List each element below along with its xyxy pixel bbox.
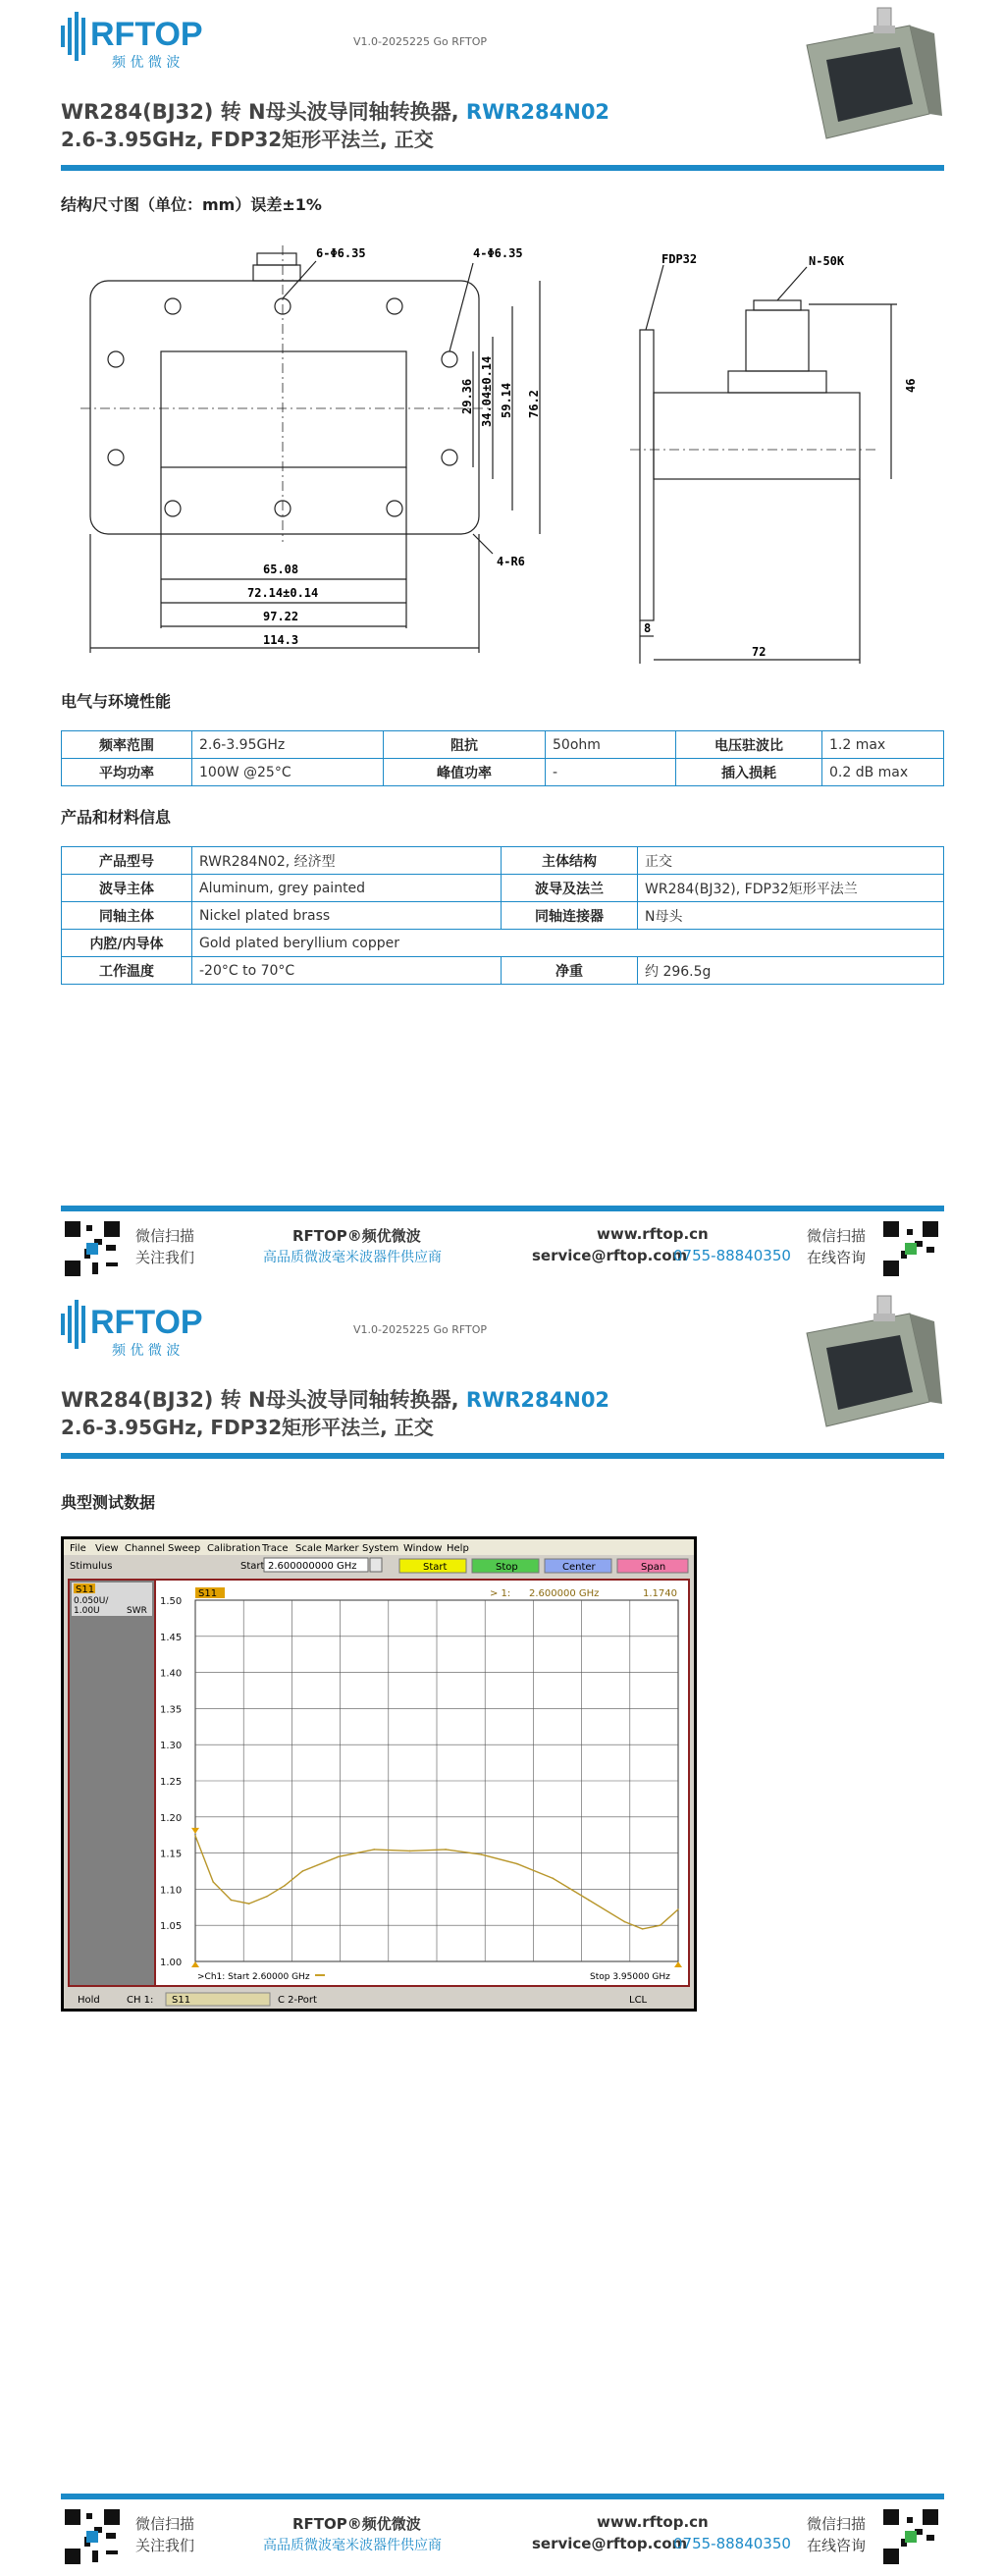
scale-text1: 0.050U/ <box>74 1596 109 1606</box>
data-point <box>516 1863 518 1865</box>
table-cell: 峰值功率 <box>384 759 546 786</box>
table-cell: 1.2 max <box>822 731 944 759</box>
electrical-section-title: 电气与环境性能 <box>61 692 172 711</box>
vna-menu[interactable] <box>70 1543 469 1554</box>
menu-item-channel[interactable]: Channel <box>125 1543 166 1554</box>
y-tick-label: 1.15 <box>160 1849 183 1860</box>
data-point <box>588 1900 590 1902</box>
footer-wechat-scan-right: 微信扫描 <box>807 1227 867 1245</box>
table-cell: - <box>546 759 676 786</box>
dim-inner-h1: 29.36 <box>460 378 474 414</box>
dim-outer-w: 114.3 <box>263 633 299 647</box>
y-tick-label: 1.40 <box>160 1668 183 1680</box>
label-flange: FDP32 <box>661 252 698 266</box>
footer-slogan: 高品质微波毫米波器件供应商 <box>263 1250 442 1265</box>
table-cell: RWR284N02, 经济型 <box>192 847 502 875</box>
data-point <box>266 1896 268 1898</box>
wechat-qr-code <box>63 1219 122 1278</box>
y-tick-label: 1.05 <box>160 1921 183 1933</box>
dim-length: 72 <box>752 645 767 659</box>
dim-holes-top: 6-Φ6.35 <box>316 246 366 260</box>
data-point <box>409 1851 411 1852</box>
menu-item-view[interactable]: View <box>95 1543 119 1554</box>
table-cell: 内腔/内导体 <box>62 930 192 957</box>
footer-follow-us: 关注我们 <box>135 2537 195 2554</box>
dim-height: 46 <box>904 378 918 393</box>
product-title-line2: 2.6-3.95GHz, FDP32矩形平法兰, 正交 <box>61 128 434 151</box>
dim-hole-pitch-h: 65.08 <box>263 563 299 576</box>
rftop-logo <box>61 8 267 71</box>
footer <box>61 1206 944 1284</box>
product-title-line1: WR284(BJ32) 转 N母头波导同轴转换器, RWR284N02 <box>61 100 610 124</box>
wechat-qr-code <box>63 2507 122 2566</box>
y-tick-label: 1.30 <box>160 1741 183 1752</box>
menu-item-marker[interactable]: Marker <box>325 1543 359 1554</box>
product-title-line1: WR284(BJ32) 转 N母头波导同轴转换器, RWR284N02 <box>61 1388 610 1412</box>
table-cell: 同轴主体 <box>62 902 192 930</box>
data-point <box>553 1878 555 1880</box>
footer-website[interactable]: www.rftop.cn <box>597 2513 709 2531</box>
menu-item-file[interactable]: File <box>70 1543 86 1554</box>
footer-email[interactable]: service@rftop.com <box>532 1247 688 1264</box>
stop-button-label: Stop <box>496 1562 518 1573</box>
table-cell: 50ohm <box>546 731 676 759</box>
footer-email[interactable]: service@rftop.com <box>532 2535 688 2552</box>
data-point <box>194 1835 196 1837</box>
center-button-label: Center <box>562 1562 596 1573</box>
table-cell: -20°C to 70°C <box>192 957 502 985</box>
y-tick-label: 1.20 <box>160 1812 183 1824</box>
status-port: C 2-Port <box>278 1995 317 2006</box>
y-tick-label: 1.45 <box>160 1632 183 1643</box>
header-divider <box>61 165 944 171</box>
dim-flange-holes-w: 97.22 <box>263 610 299 623</box>
product-image <box>797 1294 944 1441</box>
dim-inner-w: 72.14±0.14 <box>247 586 319 600</box>
table-cell: WR284(BJ32), FDP32矩形平法兰 <box>638 875 944 902</box>
table-row <box>62 930 944 957</box>
table-cell: 主体结构 <box>502 847 638 875</box>
span-button-label: Span <box>641 1562 666 1573</box>
sweep-stop-text: Stop 3.95000 GHz <box>590 1972 670 1982</box>
start-value: 2.600000000 GHz <box>268 1561 357 1572</box>
footer <box>61 2494 944 2572</box>
marker-label: > 1: <box>490 1588 511 1599</box>
start-spinner[interactable] <box>370 1558 382 1572</box>
table-cell: 2.6-3.95GHz <box>192 731 384 759</box>
footer-brand: RFTOP®频优微波 <box>292 2515 421 2533</box>
electrical-table <box>61 730 944 786</box>
materials-table <box>61 846 944 985</box>
stimulus-label: Stimulus <box>70 1561 113 1572</box>
test-section-title: 典型测试数据 <box>61 1493 156 1512</box>
footer-brand: RFTOP®频优微波 <box>292 1227 421 1245</box>
menu-item-help[interactable]: Help <box>447 1543 469 1554</box>
menu-item-trace[interactable]: Trace <box>262 1543 289 1554</box>
consult-qr-code <box>881 2507 940 2566</box>
table-row <box>62 875 944 902</box>
table-cell: 电压驻波比 <box>676 731 822 759</box>
logo-subtext: 频 优 微 波 <box>112 55 181 71</box>
footer-wechat-scan-right: 微信扫描 <box>807 2515 867 2533</box>
table-row <box>62 902 944 930</box>
y-tick-label: 1.00 <box>160 1958 183 1968</box>
table-cell: N母头 <box>638 902 944 930</box>
dim-flange-thickness: 8 <box>644 621 652 635</box>
label-connector: N-50K <box>809 254 845 268</box>
footer-wechat-scan: 微信扫描 <box>135 2515 195 2533</box>
menu-item-system[interactable]: System <box>362 1543 399 1554</box>
table-cell: 正交 <box>638 847 944 875</box>
dim-corner-radius: 4-R6 <box>497 555 525 568</box>
status-ch: CH 1: <box>127 1995 154 2006</box>
status-trace: S11 <box>172 1995 191 2006</box>
table-row <box>62 957 944 985</box>
header-divider <box>61 1453 944 1459</box>
dim-holes-side: 4-Φ6.35 <box>473 246 523 260</box>
y-tick-label: 1.10 <box>160 1885 183 1897</box>
menu-item-calibration[interactable]: Calibration <box>207 1543 261 1554</box>
version-text: V1.0-2025225 Go RFTOP <box>353 1323 488 1336</box>
data-point <box>231 1900 233 1902</box>
data-point <box>248 1903 250 1905</box>
y-tick-label: 1.25 <box>160 1777 183 1788</box>
footer-follow-us: 关注我们 <box>135 1249 195 1266</box>
dim-outer-h: 76.2 <box>527 390 541 418</box>
swr-label: SWR <box>127 1606 147 1616</box>
materials-section-title: 产品和材料信息 <box>61 808 172 827</box>
data-point <box>677 1908 679 1910</box>
table-cell: 插入损耗 <box>676 759 822 786</box>
footer-slogan: 高品质微波毫米波器件供应商 <box>263 2538 442 2553</box>
table-cell: 0.2 dB max <box>822 759 944 786</box>
data-point <box>624 1921 626 1923</box>
data-point <box>481 1853 483 1855</box>
page-2 <box>0 1288 1005 2576</box>
table-row <box>62 847 944 875</box>
rftop-logo <box>61 1296 267 1359</box>
menu-item-sweep[interactable]: Sweep <box>168 1543 201 1554</box>
marker-value: 1.1740 <box>643 1588 677 1599</box>
table-row <box>62 731 944 759</box>
data-point <box>338 1855 340 1857</box>
menu-item-window[interactable]: Window <box>403 1543 443 1554</box>
data-point <box>445 1849 447 1851</box>
product-image <box>797 6 944 153</box>
footer-phone: 0755-88840350 <box>673 2535 791 2552</box>
data-point <box>373 1849 375 1851</box>
table-cell: Nickel plated brass <box>192 902 502 930</box>
table-cell: 100W @25°C <box>192 759 384 786</box>
table-cell: 同轴连接器 <box>502 902 638 930</box>
table-cell: 净重 <box>502 957 638 985</box>
data-point <box>212 1881 214 1883</box>
dimension-drawing <box>61 236 954 668</box>
y-tick-label: 1.35 <box>160 1704 183 1716</box>
drawing-section-title: 结构尺寸图（单位：mm）误差±1% <box>61 195 322 214</box>
table-cell: 频率范围 <box>62 731 192 759</box>
dim-hole-pitch-v: 59.14 <box>500 382 513 418</box>
table-cell: 平均功率 <box>62 759 192 786</box>
data-point <box>660 1924 661 1926</box>
table-cell: 产品型号 <box>62 847 192 875</box>
logo-text: RFTOP <box>90 16 203 53</box>
scale-text2: 1.00U <box>74 1606 100 1616</box>
footer-online-consult: 在线咨询 <box>807 1249 867 1266</box>
table-cell: 约 296.5g <box>638 957 944 985</box>
data-point <box>642 1928 644 1930</box>
marker-freq: 2.600000 GHz <box>529 1588 600 1599</box>
footer-online-consult: 在线咨询 <box>807 2537 867 2554</box>
y-tick-label: 1.50 <box>160 1596 183 1607</box>
table-cell: Aluminum, grey painted <box>192 875 502 902</box>
table-cell: 工作温度 <box>62 957 192 985</box>
status-hold: Hold <box>78 1995 100 2006</box>
footer-website[interactable]: www.rftop.cn <box>597 1225 709 1243</box>
footer-phone: 0755-88840350 <box>673 1247 791 1264</box>
data-point <box>284 1885 286 1887</box>
product-title-line2: 2.6-3.95GHz, FDP32矩形平法兰, 正交 <box>61 1416 434 1439</box>
vna-window <box>64 1539 694 2009</box>
table-cell: 波导及法兰 <box>502 875 638 902</box>
table-cell: 阻抗 <box>384 731 546 759</box>
logo-subtext: 频 优 微 波 <box>112 1343 181 1359</box>
logo-text: RFTOP <box>90 1304 203 1341</box>
table-cell: Gold plated beryllium copper <box>192 930 944 957</box>
dim-inner-h2: 34.04±0.14 <box>480 355 494 427</box>
consult-qr-code <box>881 1219 940 1278</box>
chart-trace-tag: S11 <box>198 1588 218 1599</box>
table-cell: 波导主体 <box>62 875 192 902</box>
status-lcl: LCL <box>629 1995 648 2006</box>
version-text: V1.0-2025225 Go RFTOP <box>353 35 488 48</box>
menu-item-scale[interactable]: Scale <box>295 1543 322 1554</box>
data-point <box>302 1870 304 1872</box>
footer-wechat-scan: 微信扫描 <box>135 1227 195 1245</box>
sweep-start-text: >Ch1: Start 2.60000 GHz <box>197 1972 310 1982</box>
start-label: Start <box>240 1561 265 1572</box>
table-row <box>62 759 944 786</box>
trace-tag: S11 <box>76 1584 95 1595</box>
start-button-label: Start <box>423 1562 448 1573</box>
vna-screenshot <box>61 1536 697 2012</box>
